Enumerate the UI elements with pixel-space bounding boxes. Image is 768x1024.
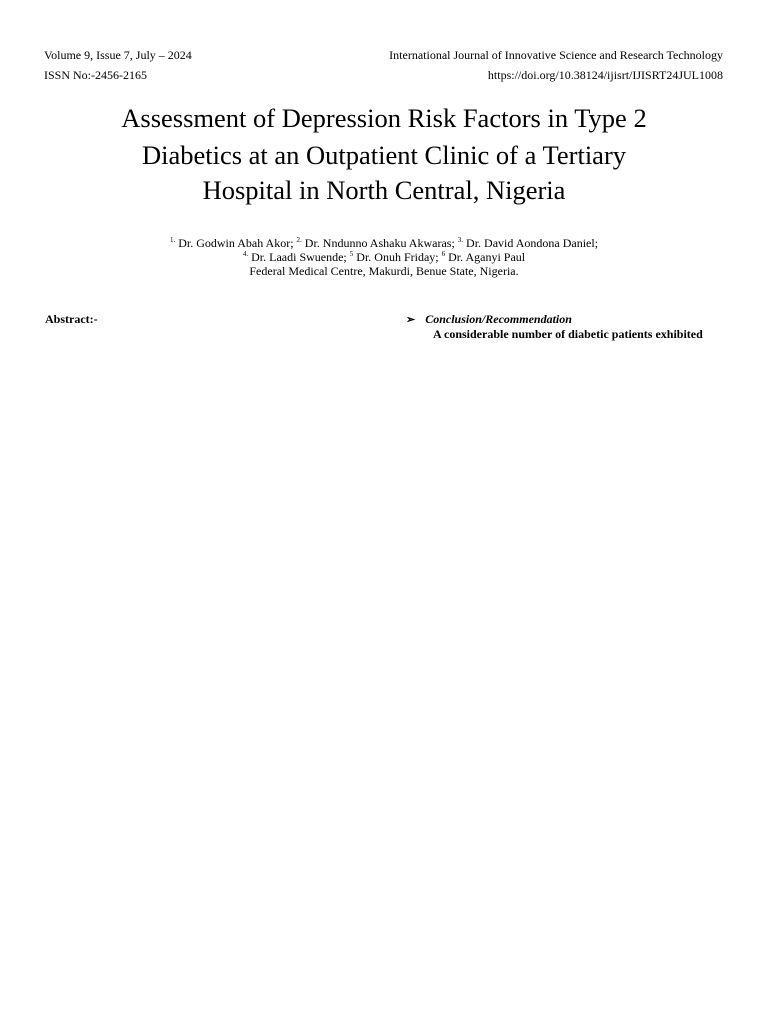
author-4-name: Dr. Laadi Swuende; — [248, 250, 350, 264]
paper-title-line-1: Assessment of Depression Risk Factors in Type 2 — [121, 103, 647, 133]
author-2-name: Dr. Nndunno Ashaku Akwaras; — [301, 236, 458, 250]
conclusion-subheading — [406, 312, 572, 328]
abstract-heading: Abstract:- — [45, 312, 98, 326]
paper-title-line-2: Diabetics at an Outpatient Clinic of a Tertiary — [141, 140, 627, 170]
journal-name: International Journal of Innovative Science and Research Technology — [389, 48, 723, 62]
authors-line-2 — [0, 250, 768, 264]
author-1-name: Dr. Godwin Abah Akor; — [175, 236, 297, 250]
author-5-affiliation-mark: 5 — [349, 250, 354, 258]
issn: ISSN No:-2456-2165 — [44, 68, 148, 82]
author-affiliation: Federal Medical Centre, Makurdi, Benue State, Nigeria. — [249, 264, 519, 278]
conclusion-subheading-label: Conclusion/Recommendation — [425, 312, 572, 326]
author-1-affiliation-mark: 1. — [169, 236, 176, 244]
doi-link[interactable]: https://doi.org/10.38124/ijisrt/IJISRT24JUL1008 — [487, 68, 723, 82]
author-6-name: Dr. Aganyi Paul — [445, 250, 526, 264]
arrow-bullet-icon: ➢ — [406, 314, 416, 326]
conclusion-line-1: A considerable number of diabetic patients exhibited — [433, 327, 703, 341]
author-3-affiliation-mark: 3. — [457, 236, 464, 244]
paper-title-line-3: Hospital in North Central, Nigeria — [202, 175, 566, 205]
author-6-affiliation-mark: 6 — [441, 250, 446, 258]
author-2-affiliation-mark: 2. — [296, 236, 302, 244]
authors-line-1 — [0, 236, 768, 250]
author-4-affiliation-mark: 4. — [242, 250, 249, 258]
volume-info: Volume 9, Issue 7, July – 2024 — [44, 48, 192, 62]
author-5-name: Dr. Onuh Friday; — [353, 250, 442, 264]
author-3-name: Dr. David Aondona Daniel; — [463, 236, 599, 250]
